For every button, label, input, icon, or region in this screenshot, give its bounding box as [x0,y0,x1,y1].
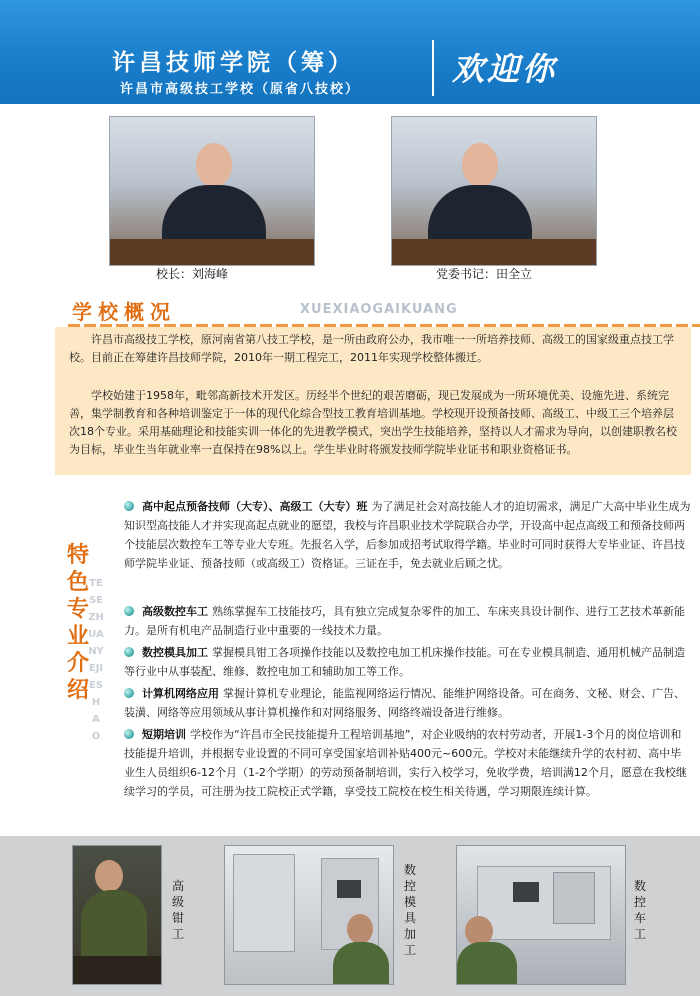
specialties-title: 特色专业介绍 [66,543,89,703]
school-subtitle: 许昌市高级技工学校（原省八技校） [120,82,361,97]
fitter-photo [72,845,162,985]
bullet-icon [124,729,134,739]
header-divider [432,40,434,96]
specialty-item: 高中起点预备技师（大专）、高级工（大专）班 为了满足社会对高技能人才的迫切需求，满足广大高中毕业生成为知识型高技能人才并实现高起点就业的愿望，我校与许昌职业技术学院联合办学，开设高中起点高级工和预备技师两个技能层次数控车工等专业大专班。先报名入学，后参加成招考试取得学籍。毕业时可同时获得大专毕业证、许昌技师学院毕业证、预备技师（或高级工）资格证。三证在手，免去就业后顾之忧。 [124,500,691,570]
bullet-icon [124,647,134,657]
school-title: 许昌技师学院（筹） [112,49,355,76]
overview-box [55,327,691,475]
welcome-text: 欢迎你 [452,50,558,88]
overview-paragraph: 学校始建于1958年，毗邻高新技术开发区。历经半个世纪的艰苦磨砺，现已发展成为一所环境优美、设施先进、系统完善，集学制教育和各种培训鉴定于一体的现代化综合型技工教育培训基地。学校现开设预备技师、高级工、中级工三个培养层次18个专业。采用基础理论和技能实训一体化的先进教学模式，突出学生技能培养，坚持以人才需求为导向，以创建职教名校为目标，毕业生当年就业率一直保持在98%以上。学生毕业时将颁发技师学院毕业证书和职业资格证书。 [69,389,677,456]
secretary-caption: 党委书记：田全立 [436,267,533,281]
specialty-item: 短期培训 学校作为“许昌市全民技能提升工程培训基地”，对企业吸纳的农村劳动者，开展1-3个月的岗位培训和技能提升培训，并根据专业设置的不同可享受国家培训补贴400元~600元。学校对未能继续升学的农村初、高中毕业生人员组织6-12个月（1-2个学期）的劳动预备制培训，实行入校学习，免收学费，培训满12个月，愿意在我校继续学习的学员，可注册为技工院校正式学籍，享受技工院校在校生相关待遇，学习期限连续计算。 [124,728,687,798]
bullet-icon [124,606,134,616]
specialties-pinyin: TESEZHUANYEJIESHAO [88,578,104,742]
header-banner [0,0,700,104]
fitter-label: 高级钳工 [171,879,184,941]
overview-paragraph: 许昌市高级技工学校，原河南省第八技工学校，是一所由政府公办，我市唯一一所培养技师、高级工的国家级重点技工学校。目前正在筹建许昌技师学院，2010年一期工程完工，2011年实现学校整体搬迁。 [69,333,674,364]
lathe-label: 数控车工 [633,879,646,941]
specialty-item: 计算机网络应用 掌握计算机专业理论，能监视网络运行情况、能维护网络设备。可在商务、文秘、财会、广告、装潢、网络等应用领域从事计算机操作和对网络服务、网络终端设备进行维修。 [124,687,685,719]
mold-label: 数控模具加工 [403,863,416,957]
principal-photo [109,116,315,266]
specialty-item: 高级数控车工 熟练掌握车工技能技巧，具有独立完成复杂零件的加工、车床夹具设计制作、进行工艺技术革新能力。是所有机电产品制造行业中重要的一线技术力量。 [124,605,685,637]
overview-title: 学校概况 [72,300,176,324]
portrait-section [0,104,700,286]
secretary-photo [391,116,597,266]
bullet-icon [124,501,134,511]
mold-photo [224,845,394,985]
lathe-photo [456,845,626,985]
overview-pinyin: XUEXIAOGAIKUANG [300,302,458,317]
specialty-item: 数控模具加工 掌握模具钳工各项操作技能以及数控电加工机床操作技能。可在专业模具制造、通用机械产品制造等行业中从事装配、维修、数控电加工和辅助加工等工作。 [124,646,685,678]
principal-caption: 校长：刘海峰 [156,267,229,281]
bullet-icon [124,688,134,698]
